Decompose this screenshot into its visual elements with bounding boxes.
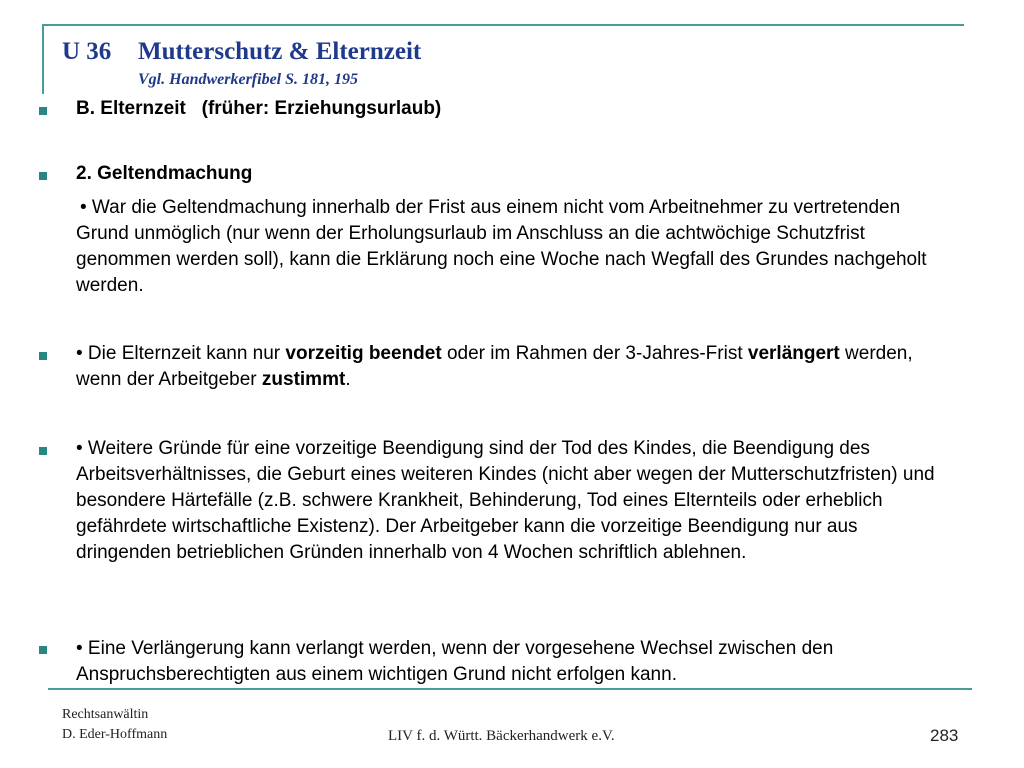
footer-author <box>62 705 167 745</box>
emphasis-text: verlängert <box>747 343 840 364</box>
slide-title <box>62 38 421 66</box>
slide-title-text: Mutterschutz & Elternzeit <box>138 38 422 65</box>
frame-top-line <box>42 24 964 26</box>
page-number: 283 <box>930 726 959 745</box>
paragraph-verlaengerung: • Eine Verlängerung kann verlangt werden, wenn der vorgesehene Wechsel zwischen den Anspruchsberechtigten aus einem wichtigen Grund nicht erfolgen kann. <box>76 638 834 685</box>
bullet-square-icon <box>39 107 47 115</box>
paragraph-geltendmachung: • War die Geltendmachung innerhalb der Frist aus einem nicht vom Arbeitnehmer zu vertretenden Grund unmöglich (nur wenn der Erholungsurlaub im Anschluss an die achtwöchige Schutzfrist genommen werden soll), kann die Erklärung noch eine Woche nach Wegfall des Grundes nachgeholt werden. <box>76 197 927 296</box>
paragraph-weitere-gruende: • Weitere Gründe für eine vorzeitige Beendigung sind der Tod des Kindes, die Beendigung des Arbeitsverhältnisses, die Geburt eines weiteren Kindes (nicht aber wegen der Mutterschutzfristen) und besondere Härtefälle (z.B. schwere Krankheit, Behinderung, Tod eines Elternteils oder erheblich gefährdete wirtschaftliche Existenz). Der Arbeitgeber kann die vorzeitige Beendigung nur aus dringenden betrieblichen Gründen innerhalb von 4 Wochen schriftlich ablehnen. <box>76 438 935 563</box>
bullet-square-icon <box>39 447 47 455</box>
text-segment: • Die Elternzeit kann nur <box>76 343 286 364</box>
footer-author-name: D. Eder-Hoffmann <box>62 727 168 742</box>
slide-number: U 36 <box>62 38 112 65</box>
footer-author-title: Rechtsanwältin <box>62 707 149 722</box>
emphasis-text: zustimmt <box>261 369 346 390</box>
text-segment: . <box>345 369 351 390</box>
frame-bottom-line <box>48 688 972 690</box>
section-heading: B. Elternzeit (früher: Erziehungsurlaub) <box>76 98 442 119</box>
text-segment: oder im Rahmen der 3-Jahres-Frist <box>441 343 748 364</box>
slide-subtitle: Vgl. Handwerkerfibel S. 181, 195 <box>138 71 359 88</box>
subsection-heading: 2. Geltendmachung <box>76 163 253 184</box>
bullet-square-icon <box>39 172 47 180</box>
footer-organization: LIV f. d. Württ. Bäckerhandwerk e.V. <box>388 728 615 744</box>
text-segment: werden, wenn der Arbeitgeber <box>76 343 913 390</box>
bullet-square-icon <box>39 646 47 654</box>
emphasis-text: vorzeitig beendet <box>285 343 442 364</box>
bullet-square-icon <box>39 352 47 360</box>
paragraph-vorzeitig <box>76 341 956 393</box>
frame-left-line <box>42 24 44 94</box>
